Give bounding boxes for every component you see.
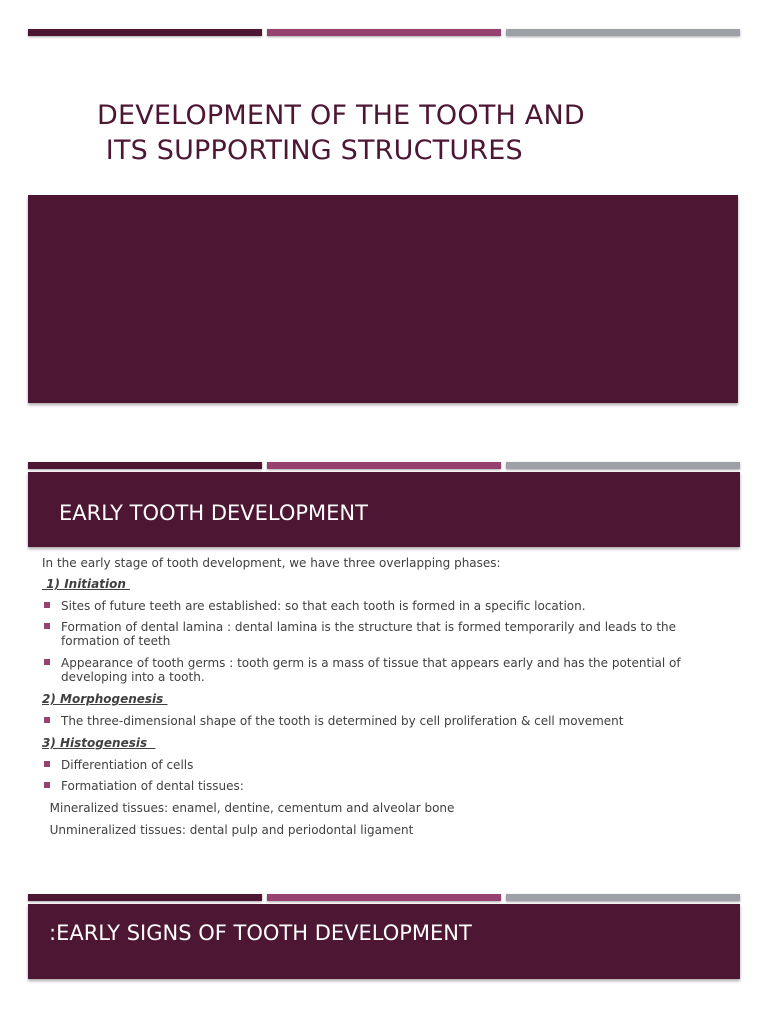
square-bullet-icon [44, 602, 50, 608]
slide-title: DEVELOPMENT OF THE TOOTH AND ITS SUPPORTING STRUCTURES [97, 100, 585, 166]
square-bullet-icon [44, 623, 50, 629]
list-item-text: Differentiation of cells [61, 758, 194, 772]
square-bullet-icon [44, 782, 50, 788]
list-item-text: The three-dimensional shape of the tooth is determined by cell proliferation & cell movement [61, 714, 624, 728]
accent-stripe-gray [506, 29, 740, 36]
mineralized-tissues-text: Mineralized tissues: enamel, dentine, cementum and alveolar bone [42, 801, 455, 815]
accent-stripe-medium [267, 894, 501, 901]
phase-heading-initiation: 1) Initiation [42, 577, 131, 591]
square-bullet-icon [44, 761, 50, 767]
phase-heading-morphogenesis: 2) Morphogenesis [42, 692, 168, 706]
accent-stripe-medium [267, 29, 501, 36]
accent-stripe-dark [28, 894, 262, 901]
square-bullet-icon [44, 659, 50, 665]
section-title: EARLY TOOTH DEVELOPMENT [59, 501, 368, 525]
accent-stripe-gray [506, 462, 740, 469]
title-banner [28, 195, 738, 403]
phase-heading-histogenesis: 3) Histogenesis [42, 736, 156, 750]
section-banner [28, 472, 740, 547]
list-item-text: Appearance of tooth germs : tooth germ is a mass of tissue that appears early and has the potential of developing into a tooth. [61, 656, 681, 684]
section-title: :EARLY SIGNS OF TOOTH DEVELOPMENT [49, 921, 472, 945]
list-item-text: Sites of future teeth are established: so that each tooth is formed in a specific location. [61, 599, 586, 613]
unmineralized-tissues-text: Unmineralized tissues: dental pulp and periodontal ligament [42, 823, 414, 837]
accent-stripe-dark [28, 29, 262, 36]
section-banner [28, 904, 740, 979]
accent-stripe-gray [506, 894, 740, 901]
accent-stripe-dark [28, 462, 262, 469]
accent-stripe-medium [267, 462, 501, 469]
intro-text: In the early stage of tooth development, we have three overlapping phases: [42, 556, 501, 570]
list-item-text: Formation of dental lamina : dental lamina is the structure that is formed temporarily and leads to the formation of teeth [61, 620, 677, 648]
list-item-text: Formatiation of dental tissues: [61, 779, 244, 793]
square-bullet-icon [44, 717, 50, 723]
